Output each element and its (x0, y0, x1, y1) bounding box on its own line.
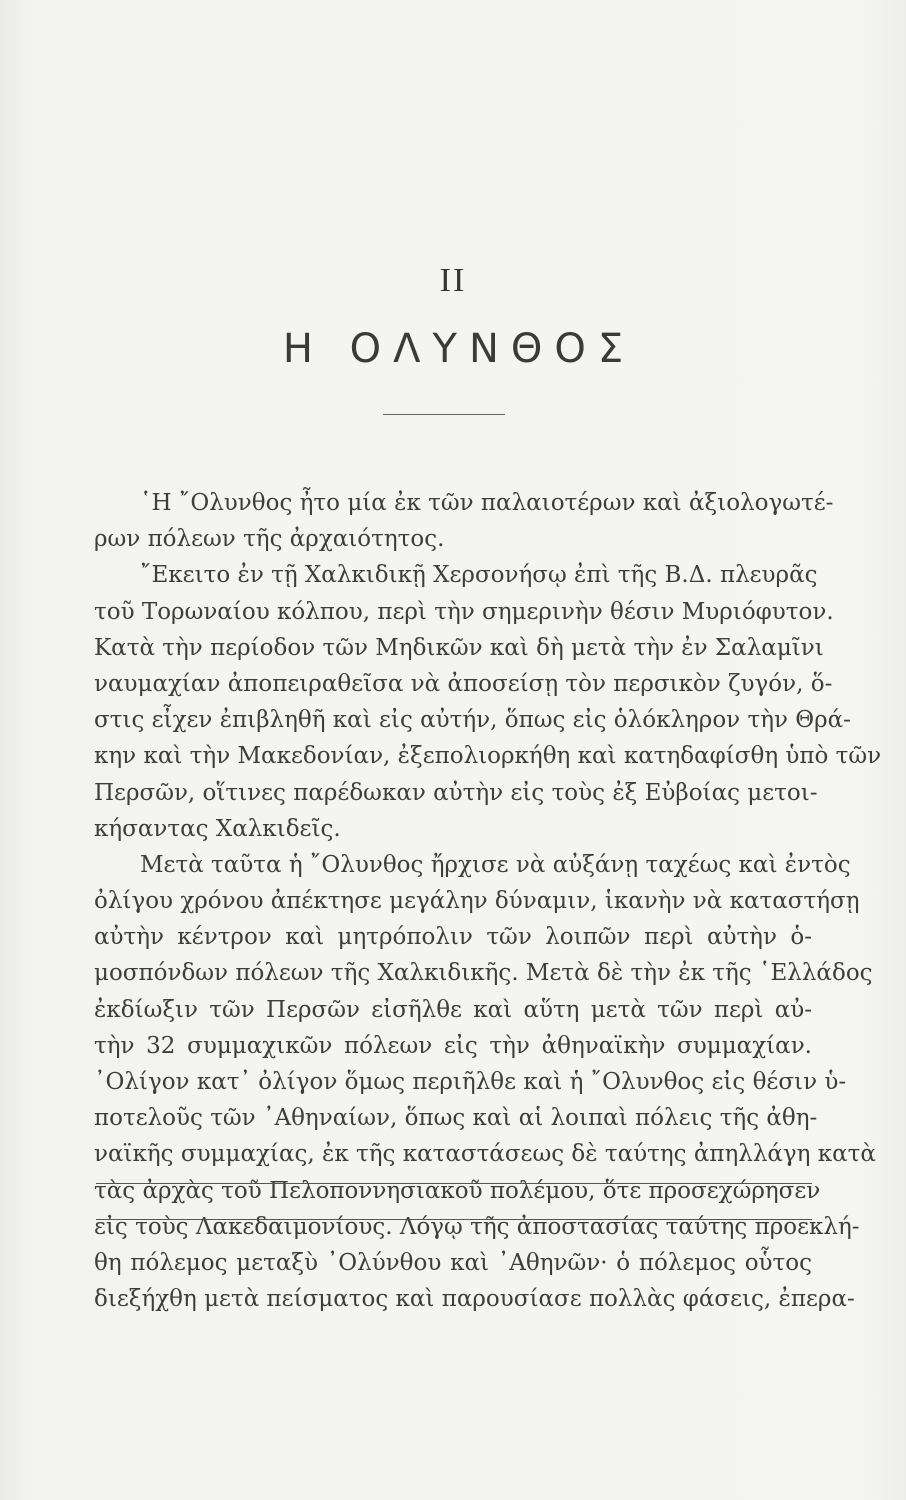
text-line: εἰς τοὺς Λακεδαιμονίους. Λόγῳ τῆς ἀποστασίας ταύτης προεκλή- (94, 1213, 860, 1240)
pencil-underline (96, 1219, 812, 1220)
text-line: ῾Η ῎Ολυνθος ἦτο μία ἐκ τῶν παλαιοτέρων καὶ ἀξιολογωτέ- (140, 490, 834, 516)
text-line: Περσῶν, οἵτινες παρέδωκαν αὐτὴν εἰς τοὺς ἐξ Εὐβοίας μετοι- (94, 779, 818, 806)
text-line: κήσαντας Χαλκιδεῖς. (94, 815, 341, 842)
text-line: ᾿Ολίγον κατ᾿ ὀλίγον ὅμως περιῆλθε καὶ ἡ ῎Ολυνθος εἰς θέσιν ὑ- (94, 1069, 847, 1095)
text-line: ναϊκῆς συμμαχίας, ἐκ τῆς καταστάσεως δὲ ταύτης ἀπηλλάγη κατὰ (94, 1141, 876, 1168)
chapter-title: Η ΟΛΥΝΘΟΣ (282, 326, 636, 372)
text-line: ὀλίγου χρόνου ἀπέκτησε μεγάλην δύναμιν, ἱκανὴν νὰ καταστήσῃ (94, 888, 860, 915)
text-line: κην καὶ τὴν Μακεδονίαν, ἐξεπολιορκήθη καὶ κατηδαφίσθη ὑπὸ τῶν (94, 743, 882, 770)
text-line: τοῦ Τορωναίου κόλπου, περὶ τὴν σημερινὴν θέσιν Μυριόφυτον. (94, 598, 834, 625)
text-line: διεξήχθη μετὰ πείσματος καὶ παρουσίασε πολλὰς φάσεις, ἐπερα- (94, 1286, 855, 1313)
text-line: Κατὰ τὴν περίοδον τῶν Μηδικῶν καὶ δὴ μετὰ τὴν ἐν Σαλαμῖνι (94, 634, 824, 661)
text-line: θη πόλεμος μεταξὺ ᾿Ολύνθου καὶ ᾿Αθηνῶν· ὁ πόλεμος οὗτος (94, 1249, 812, 1276)
title-rule (383, 414, 505, 415)
text-line: αὐτὴν κέντρον καὶ μητρόπολιν τῶν λοιπῶν περὶ αὐτὴν ὁ- (94, 924, 812, 951)
text-line: ναυμαχίαν ἀποπειραθεῖσα νὰ ἀποσείσῃ τὸν περσικὸν ζυγόν, ὅ- (94, 670, 833, 697)
text-line: ποτελοῦς τῶν ᾿Αθηναίων, ὅπως καὶ αἱ λοιπαὶ πόλεις τῆς ἀθη- (94, 1105, 818, 1132)
text-line: μοσπόνδων πόλεων τῆς Χαλκιδικῆς. Μετὰ δὲ τὴν ἐκ τῆς ῾Ελλάδος (94, 960, 873, 987)
text-line: στις εἶχεν ἐπιβληθῆ καὶ εἰς αὐτήν, ὅπως εἰς ὁλόκληρον τὴν Θρά- (94, 707, 851, 734)
pencil-underline (96, 1183, 812, 1184)
chapter-number: II (439, 262, 467, 299)
text-line: τὴν 32 συμμαχικῶν πόλεων εἰς τὴν ἀθηναϊκὴν συμμαχίαν. (94, 1032, 812, 1059)
text-line: Μετὰ ταῦτα ἡ ῎Ολυνθος ἤρχισε νὰ αὐξάνῃ ταχέως καὶ ἐντὸς (140, 851, 851, 878)
text-line: ῎Εκειτο ἐν τῇ Χαλκιδικῇ Χερσονήσῳ ἐπὶ τῆς Β.Δ. πλευρᾶς (140, 562, 818, 589)
text-line: τὰς ἀρχὰς τοῦ Πελοποννησιακοῦ πολέμου, ὅτε προσεχώρησεν (94, 1177, 821, 1204)
text-line: ἐκδίωξιν τῶν Περσῶν εἰσῆλθε καὶ αὕτη μετὰ τῶν περὶ αὐ- (94, 996, 812, 1023)
body-text (94, 485, 882, 1317)
text-line: ρων πόλεων τῆς ἀρχαιότητος. (94, 526, 445, 553)
